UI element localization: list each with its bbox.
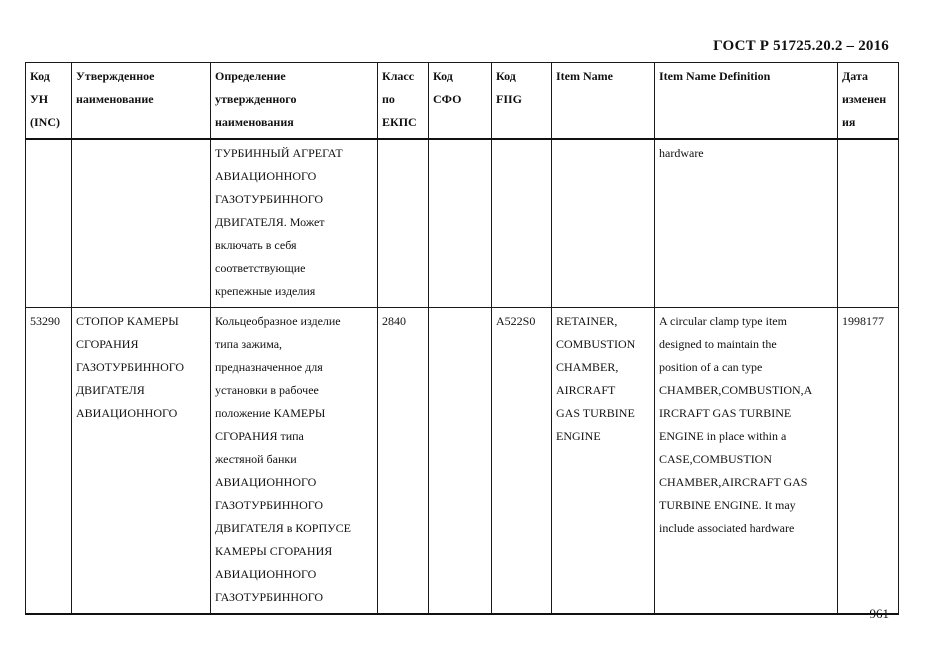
header-ekps-class bbox=[378, 63, 429, 140]
cell-line: ГАЗОТУРБИННОГО bbox=[215, 192, 324, 206]
cell-change-date bbox=[838, 308, 899, 615]
table-header-row bbox=[26, 63, 899, 140]
header-line: Item Name Definition bbox=[659, 69, 771, 83]
header-line: УН bbox=[30, 92, 49, 106]
cell-line: CASE,COMBUSTION bbox=[659, 452, 773, 466]
cell-line: крепежные изделия bbox=[215, 284, 316, 298]
header-item-name bbox=[552, 63, 655, 140]
header-line: Класс bbox=[382, 69, 415, 83]
header-line: по bbox=[382, 92, 395, 106]
cell-item-name-definition bbox=[655, 308, 838, 615]
cell-line: A circular clamp type item bbox=[659, 314, 787, 328]
cell-line: TURBINE ENGINE. It may bbox=[659, 498, 796, 512]
cell-inc-code bbox=[26, 308, 72, 615]
cell-inc-code bbox=[26, 139, 72, 308]
header-line: Утвержденное bbox=[76, 69, 155, 83]
cell-line: hardware bbox=[659, 146, 704, 160]
cell-line: типа зажима, bbox=[215, 337, 283, 351]
cell-item-name bbox=[552, 308, 655, 615]
header-line: Код bbox=[496, 69, 516, 83]
cell-line: A522S0 bbox=[496, 314, 536, 328]
cell-line: ДВИГАТЕЛЯ. Может bbox=[215, 215, 325, 229]
header-change-date bbox=[838, 63, 899, 140]
cell-line: 53290 bbox=[30, 314, 60, 328]
cell-line: включать в себя bbox=[215, 238, 297, 252]
cell-sfo-code bbox=[429, 139, 492, 308]
header-line: ЕКПС bbox=[382, 115, 417, 129]
cell-approved-name bbox=[72, 139, 211, 308]
table-row bbox=[26, 308, 899, 615]
header-line: Определение bbox=[215, 69, 286, 83]
cell-line: соответствующие bbox=[215, 261, 306, 275]
header-line: ия bbox=[842, 115, 856, 129]
cell-line: ДВИГАТЕЛЯ в КОРПУСЕ bbox=[215, 521, 351, 535]
header-line: Код bbox=[30, 69, 50, 83]
header-inc-code bbox=[26, 63, 72, 140]
header-line: FIIG bbox=[496, 92, 523, 106]
cell-sfo-code bbox=[429, 308, 492, 615]
header-line: наименования bbox=[215, 115, 294, 129]
cell-item-name bbox=[552, 139, 655, 308]
cell-line: CHAMBER, bbox=[556, 360, 619, 374]
header-line: наименование bbox=[76, 92, 154, 106]
cell-line: жестяной банки bbox=[215, 452, 297, 466]
cell-line: ГАЗОТУРБИННОГО bbox=[215, 498, 324, 512]
header-definition bbox=[211, 63, 378, 140]
header-line: изменен bbox=[842, 92, 887, 106]
cell-line: CHAMBER,AIRCRAFT GAS bbox=[659, 475, 808, 489]
cell-line: КАМЕРЫ СГОРАНИЯ bbox=[215, 544, 333, 558]
cell-line: IRCRAFT GAS TURBINE bbox=[659, 406, 792, 420]
cell-line: Кольцеобразное изделие bbox=[215, 314, 341, 328]
cell-line: ENGINE in place within a bbox=[659, 429, 787, 443]
cell-line: GAS TURBINE bbox=[556, 406, 635, 420]
cell-line: АВИАЦИОННОГО bbox=[76, 406, 178, 420]
cell-approved-name bbox=[72, 308, 211, 615]
header-line: Item Name bbox=[556, 69, 613, 83]
cell-line: СТОПОР КАМЕРЫ bbox=[76, 314, 179, 328]
cell-ekps-class bbox=[378, 308, 429, 615]
header-fiig-code bbox=[492, 63, 552, 140]
header-sfo-code bbox=[429, 63, 492, 140]
cell-line: COMBUSTION bbox=[556, 337, 636, 351]
header-approved-name bbox=[72, 63, 211, 140]
nomenclature-table bbox=[25, 62, 899, 615]
cell-line: include associated hardware bbox=[659, 521, 795, 535]
cell-line: АВИАЦИОННОГО bbox=[215, 475, 317, 489]
cell-line: установки в рабочее bbox=[215, 383, 319, 397]
header-line: Дата bbox=[842, 69, 868, 83]
header-item-name-definition bbox=[655, 63, 838, 140]
cell-fiig-code bbox=[492, 139, 552, 308]
cell-line: ГАЗОТУРБИННОГО bbox=[76, 360, 185, 374]
document-title: ГОСТ Р 51725.20.2 – 2016 bbox=[713, 38, 889, 54]
cell-definition bbox=[211, 308, 378, 615]
cell-line: 2840 bbox=[382, 314, 406, 328]
cell-change-date bbox=[838, 139, 899, 308]
cell-item-name-definition bbox=[655, 139, 838, 308]
cell-definition bbox=[211, 139, 378, 308]
cell-line: ENGINE bbox=[556, 429, 601, 443]
cell-line: ГАЗОТУРБИННОГО bbox=[215, 590, 324, 604]
page-number: 961 bbox=[869, 606, 889, 621]
header-line: (INC) bbox=[30, 115, 60, 129]
header-line: Код bbox=[433, 69, 453, 83]
cell-line: ДВИГАТЕЛЯ bbox=[76, 383, 145, 397]
cell-line: designed to maintain the bbox=[659, 337, 777, 351]
header-line: СФО bbox=[433, 92, 462, 106]
cell-line: СГОРАНИЯ bbox=[76, 337, 139, 351]
table-row bbox=[26, 139, 899, 308]
cell-line: положение КАМЕРЫ bbox=[215, 406, 326, 420]
cell-line: AIRCRAFT bbox=[556, 383, 616, 397]
cell-ekps-class bbox=[378, 139, 429, 308]
cell-line: RETAINER, bbox=[556, 314, 618, 328]
cell-line: АВИАЦИОННОГО bbox=[215, 567, 317, 581]
cell-line: position of a can type bbox=[659, 360, 763, 374]
header-line: утвержденного bbox=[215, 92, 297, 106]
cell-line: АВИАЦИОННОГО bbox=[215, 169, 317, 183]
cell-fiig-code bbox=[492, 308, 552, 615]
cell-line: 1998177 bbox=[842, 314, 884, 328]
cell-line: СГОРАНИЯ типа bbox=[215, 429, 304, 443]
cell-line: ТУРБИННЫЙ АГРЕГАТ bbox=[215, 146, 343, 160]
cell-line: CHAMBER,COMBUSTION,A bbox=[659, 383, 813, 397]
cell-line: предназначенное для bbox=[215, 360, 323, 374]
